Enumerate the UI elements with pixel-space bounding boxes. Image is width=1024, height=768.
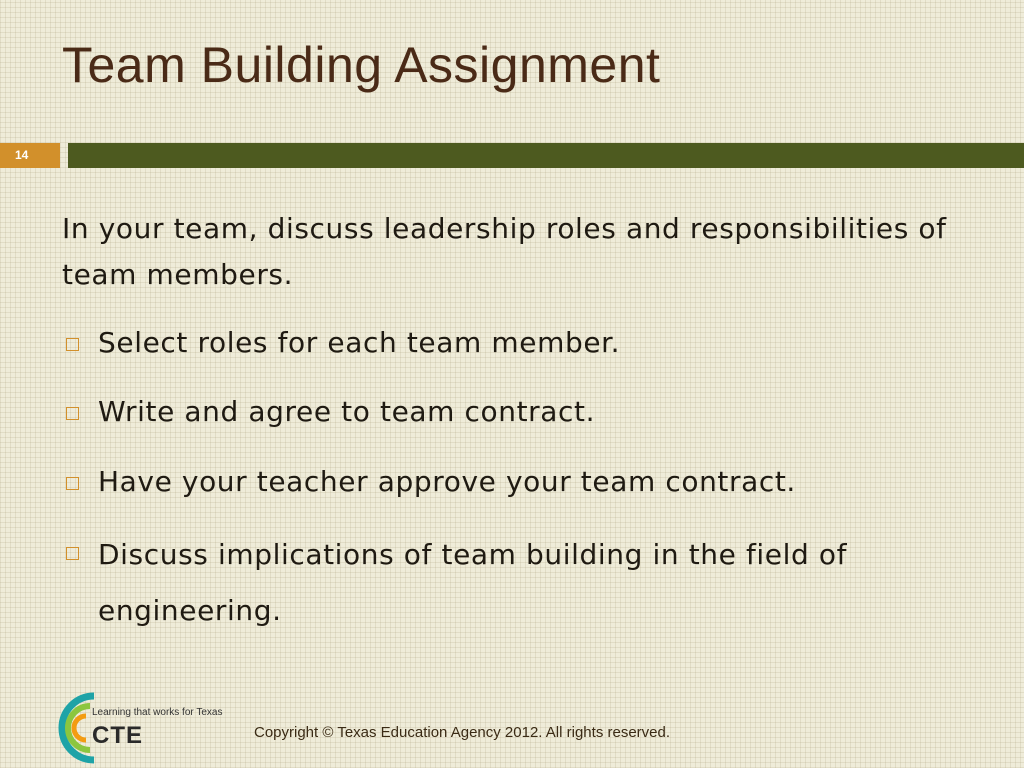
- bullet-item: Have your teacher approve your team contract.: [98, 465, 796, 498]
- logo-arc-green: [68, 706, 90, 750]
- slide-number-badge: [0, 143, 60, 168]
- intro-text: In your team, discuss leadership roles and responsibilities of team members.: [62, 212, 947, 291]
- bullet-square-icon: [66, 338, 79, 351]
- cte-logo: [50, 684, 250, 764]
- title-divider-bar: [68, 143, 1024, 168]
- bullet-square-icon: [66, 477, 79, 490]
- bullet-item: Write and agree to team contract.: [98, 395, 596, 428]
- slide-number: 14: [15, 148, 29, 162]
- bullet-square-icon: [66, 547, 79, 560]
- bullet-item: Select roles for each team member.: [98, 326, 621, 359]
- bullet-square-icon: [66, 407, 79, 420]
- copyright-footer: Copyright © Texas Education Agency 2012. All rights reserved.: [254, 724, 671, 741]
- bullet-item: Discuss implications of team building in the field of engineering.: [98, 538, 848, 627]
- logo-name: CTE: [92, 722, 143, 749]
- logo-tagline: Learning that works for Texas: [92, 707, 223, 718]
- slide-title: Team Building Assignment: [62, 37, 661, 93]
- logo-arc-orange: [74, 716, 86, 740]
